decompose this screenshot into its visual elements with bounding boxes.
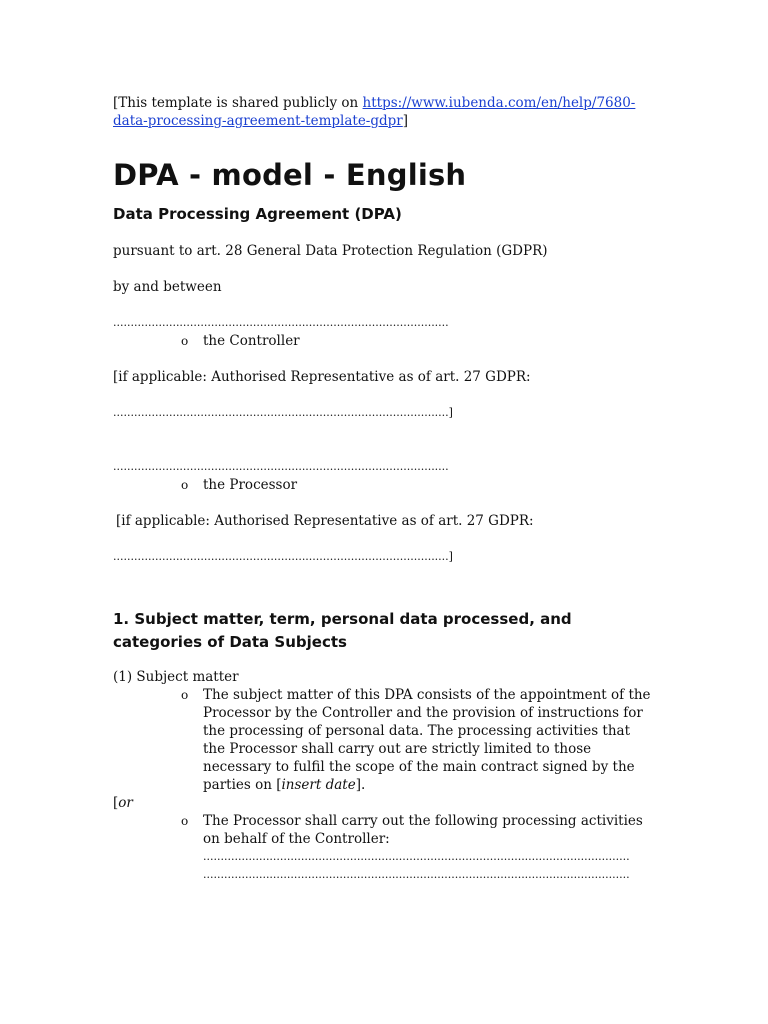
spacer (113, 440, 653, 458)
iubenda-template-link[interactable]: https://www.iubenda.com/en/help/7680-data-processing-agreement-template-gdpr (113, 95, 636, 129)
bullet-marker: o (181, 334, 189, 348)
bullet-marker: o (181, 814, 189, 828)
controller-label: the Controller (203, 333, 300, 349)
controller-authorised-rep: [if applicable: Authorised Representative as of art. 27 GDPR: (113, 369, 531, 385)
processing-activities-text: The Processor shall carry out the following processing activities on behalf of the Controller: .......................................................................................................................... .......................................................................................................................... (203, 812, 653, 884)
or-alternative: [or (113, 795, 133, 811)
bullet-marker: o (181, 478, 189, 492)
spacer (113, 566, 653, 584)
processing-activities-bullet (181, 812, 653, 884)
document-title: DPA - model - English (113, 158, 467, 192)
processor-name-blank: ................................................................................................ (113, 460, 449, 473)
by-and-between-line: by and between (113, 279, 222, 295)
spacer (113, 584, 653, 608)
document-page (113, 94, 653, 884)
processor-label: the Processor (203, 477, 298, 493)
subject-matter-label: (1) Subject matter (113, 669, 239, 685)
subject-matter-text: The subject matter of this DPA consists of the appointment of the Processor by the Controller and the provision of instructions for the processing of personal data. The processing activities that the Processor shall carry out are strictly limited to those necessary to fulfil the scope of the main contract signed by the parties on [insert date]. (203, 687, 651, 793)
processor-bullet (181, 476, 653, 494)
insert-date-placeholder: insert date (281, 777, 356, 793)
bullet-marker: o (181, 688, 189, 702)
activities-blank-1: .......................................................................................................................... (203, 850, 630, 863)
section-1-heading: 1. Subject matter, term, personal data processed, and categories of Data Subjects (113, 610, 572, 651)
controller-rep-blank: ................................................................................................] (113, 406, 453, 419)
activities-blank-2: .......................................................................................................................... (203, 868, 630, 881)
controller-name-blank: ................................................................................................ (113, 316, 449, 329)
intro-suffix: ] (402, 113, 409, 129)
subject-matter-bullet (181, 686, 653, 794)
spacer (113, 422, 653, 440)
intro-prefix: [This template is shared publicly on (113, 95, 363, 111)
processor-authorised-rep: [if applicable: Authorised Representative as of art. 27 GDPR: (116, 513, 534, 529)
processor-rep-blank: ................................................................................................] (113, 550, 453, 563)
controller-bullet (181, 332, 653, 350)
document-subtitle: Data Processing Agreement (DPA) (113, 205, 402, 223)
template-source-note (113, 94, 653, 130)
pursuant-line: pursuant to art. 28 General Data Protection Regulation (GDPR) (113, 243, 548, 259)
